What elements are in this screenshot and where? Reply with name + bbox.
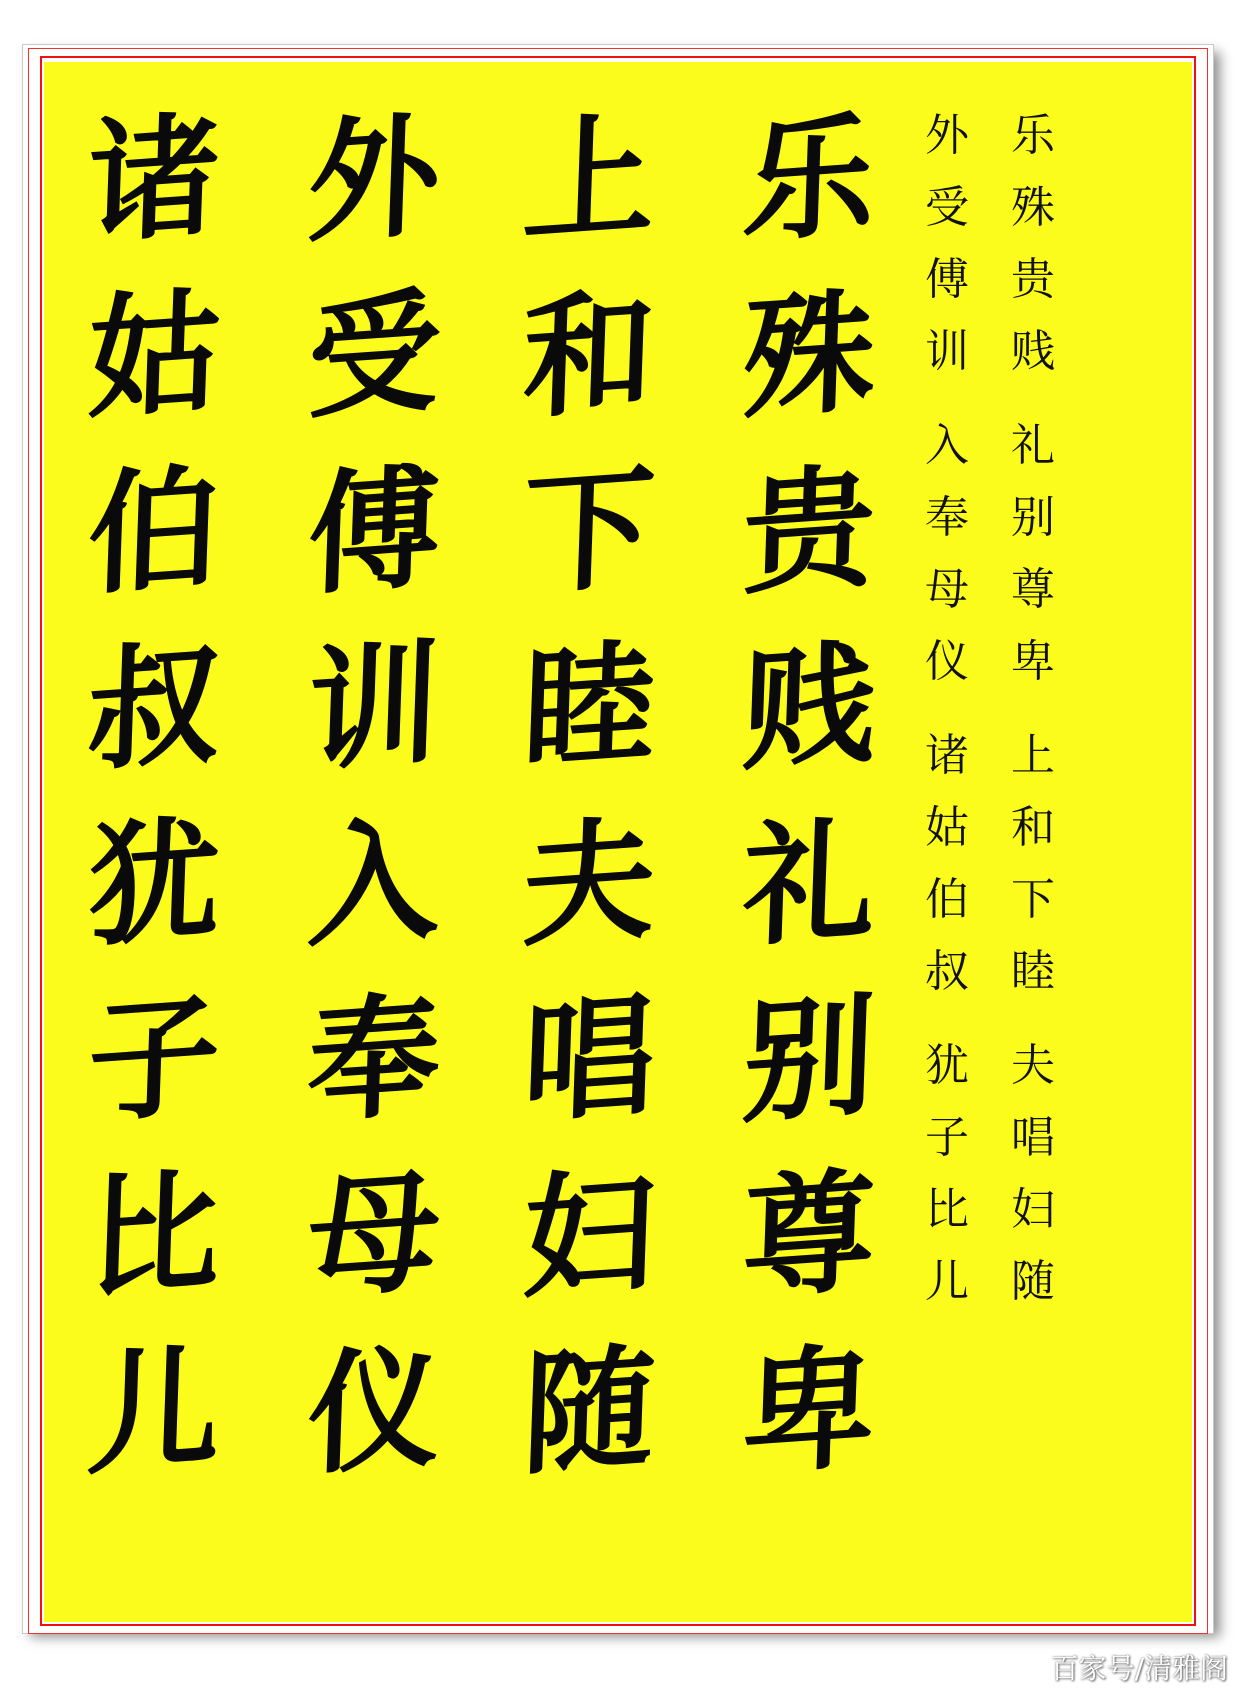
annotation-column-1 <box>1010 100 1056 1318</box>
calligraphy-char: 儿 <box>85 1329 223 1494</box>
annotation-char: 子 <box>925 1112 969 1163</box>
annotation-char: 礼 <box>1011 420 1055 471</box>
annotation-char: 奉 <box>925 492 969 543</box>
calligraphy-column-4 <box>85 92 223 1500</box>
annotation-char: 睦 <box>1011 946 1055 997</box>
calligraphy-char: 奉 <box>305 977 443 1142</box>
calligraphy-char: 贱 <box>740 625 878 790</box>
calligraphy-column-3 <box>305 92 443 1500</box>
calligraphy-char: 唱 <box>520 977 658 1142</box>
calligraphy-column-1 <box>740 92 878 1500</box>
calligraphy-char: 上 <box>520 97 658 262</box>
annotation-char: 唱 <box>1011 1112 1055 1163</box>
calligraphy-char: 入 <box>305 801 443 966</box>
annotation-char: 上 <box>1011 730 1055 781</box>
calligraphy-char: 贵 <box>740 449 878 614</box>
annotation-char: 尊 <box>1011 564 1055 615</box>
calligraphy-char: 姑 <box>85 273 223 438</box>
annotation-column-2 <box>924 100 970 1318</box>
annotation-char: 母 <box>925 564 969 615</box>
annotation-char: 随 <box>1011 1256 1055 1307</box>
calligraphy-char: 母 <box>305 1153 443 1318</box>
annotation-char: 诸 <box>925 730 969 781</box>
annotation-char: 贵 <box>1011 254 1055 305</box>
calligraphy-char: 训 <box>305 625 443 790</box>
annotation-char: 伯 <box>925 874 969 925</box>
annotation-char: 夫 <box>1011 1040 1055 1091</box>
calligraphy-char: 伯 <box>85 449 223 614</box>
calligraphy-char: 外 <box>305 97 443 262</box>
annotation-char: 和 <box>1011 802 1055 853</box>
calligraphy-char: 卑 <box>740 1329 878 1494</box>
calligraphy-char: 随 <box>520 1329 658 1494</box>
calligraphy-char: 夫 <box>520 801 658 966</box>
annotation-char: 殊 <box>1011 182 1055 233</box>
annotation-char: 乐 <box>1011 110 1055 161</box>
watermark: 百家号/清雅阁 <box>1050 1652 1228 1685</box>
calligraphy-char: 叔 <box>85 625 223 790</box>
annotation-char: 仪 <box>925 636 969 687</box>
calligraphy-char: 睦 <box>520 625 658 790</box>
calligraphy-char: 受 <box>305 273 443 438</box>
calligraphy-char: 殊 <box>740 273 878 438</box>
annotation-char: 卑 <box>1011 636 1055 687</box>
annotation-char: 外 <box>925 110 969 161</box>
annotation-char: 比 <box>925 1184 969 1235</box>
calligraphy-char: 乐 <box>740 97 878 262</box>
annotation-char: 下 <box>1011 874 1055 925</box>
calligraphy-char: 下 <box>520 449 658 614</box>
annotation-char: 别 <box>1011 492 1055 543</box>
annotation-char: 入 <box>925 420 969 471</box>
calligraphy-char: 和 <box>520 273 658 438</box>
annotation-char: 傅 <box>925 254 969 305</box>
calligraphy-char: 比 <box>85 1153 223 1318</box>
annotation-char: 犹 <box>925 1040 969 1091</box>
annotation-char: 受 <box>925 182 969 233</box>
annotation-char: 贱 <box>1011 326 1055 377</box>
annotation-char: 儿 <box>925 1256 969 1307</box>
calligraphy-char: 仪 <box>305 1329 443 1494</box>
calligraphy-char: 诸 <box>85 97 223 262</box>
calligraphy-char: 礼 <box>740 801 878 966</box>
annotation-char: 叔 <box>925 946 969 997</box>
calligraphy-char: 尊 <box>740 1153 878 1318</box>
annotation-char: 姑 <box>925 802 969 853</box>
annotation-char: 训 <box>925 326 969 377</box>
calligraphy-char: 子 <box>85 977 223 1142</box>
calligraphy-char: 别 <box>740 977 878 1142</box>
calligraphy-panel <box>44 62 1192 1622</box>
calligraphy-column-2 <box>520 92 658 1500</box>
calligraphy-char: 傅 <box>305 449 443 614</box>
annotation-char: 妇 <box>1011 1184 1055 1235</box>
calligraphy-char: 犹 <box>85 801 223 966</box>
calligraphy-char: 妇 <box>520 1153 658 1318</box>
